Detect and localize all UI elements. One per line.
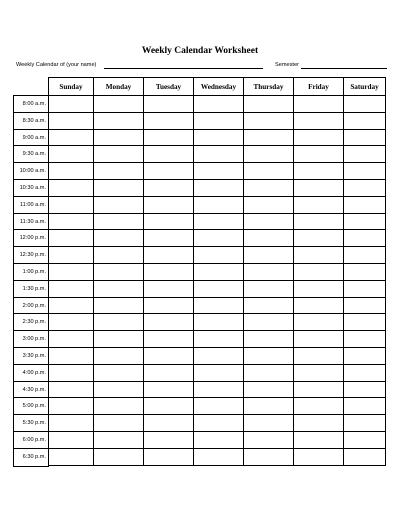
time-slot-row — [49, 364, 386, 381]
calendar-cell-wednesday[interactable] — [194, 398, 244, 415]
calendar-cell-thursday[interactable] — [244, 196, 294, 213]
calendar-cell-wednesday[interactable] — [194, 347, 244, 364]
calendar-cell-saturday[interactable] — [344, 280, 386, 297]
calendar-cell-saturday[interactable] — [344, 247, 386, 264]
calendar-cell-tuesday[interactable] — [144, 297, 194, 314]
calendar-cell-thursday[interactable] — [244, 179, 294, 196]
calendar-cell-saturday[interactable] — [344, 314, 386, 331]
calendar-cell-friday[interactable] — [294, 398, 344, 415]
calendar-cell-saturday[interactable] — [344, 398, 386, 415]
day-header-wednesday: Wednesday — [194, 78, 244, 96]
calendar-cell-sunday[interactable] — [49, 364, 94, 381]
calendar-cell-sunday[interactable] — [49, 263, 94, 280]
calendar-cell-saturday[interactable] — [344, 297, 386, 314]
time-label: 3:30 p.m. — [14, 348, 49, 365]
calendar-cell-monday[interactable] — [94, 263, 144, 280]
calendar-cell-wednesday[interactable] — [194, 381, 244, 398]
calendar-cell-thursday[interactable] — [244, 146, 294, 163]
calendar-cell-tuesday[interactable] — [144, 213, 194, 230]
time-label: 8:00 a.m. — [14, 96, 49, 113]
calendar-cell-monday[interactable] — [94, 415, 144, 432]
calendar-cell-thursday[interactable] — [244, 230, 294, 247]
time-label: 11:00 a.m. — [14, 197, 49, 214]
time-slot-row — [49, 280, 386, 297]
time-label: 2:00 p.m. — [14, 298, 49, 315]
time-label: 6:00 p.m. — [14, 432, 49, 449]
calendar-cell-wednesday[interactable] — [194, 213, 244, 230]
calendar-cell-saturday[interactable] — [344, 415, 386, 432]
calendar-cell-friday[interactable] — [294, 331, 344, 348]
calendar-cell-monday[interactable] — [94, 179, 144, 196]
calendar-cell-friday[interactable] — [294, 448, 344, 465]
calendar-cell-saturday[interactable] — [344, 179, 386, 196]
calendar-body — [49, 96, 386, 466]
calendar-cell-monday[interactable] — [94, 314, 144, 331]
calendar-cell-saturday[interactable] — [344, 146, 386, 163]
calendar-cell-thursday[interactable] — [244, 381, 294, 398]
time-slot-row — [49, 247, 386, 264]
calendar-cell-thursday[interactable] — [244, 247, 294, 264]
time-slot-row — [49, 448, 386, 465]
calendar-cell-friday[interactable] — [294, 230, 344, 247]
calendar-cell-saturday[interactable] — [344, 163, 386, 180]
calendar-cell-sunday[interactable] — [49, 196, 94, 213]
calendar-cell-sunday[interactable] — [49, 415, 94, 432]
calendar-cell-wednesday[interactable] — [194, 297, 244, 314]
calendar-cell-tuesday[interactable] — [144, 129, 194, 146]
time-slot-row — [49, 230, 386, 247]
day-header-monday: Monday — [94, 78, 144, 96]
calendar-cell-saturday[interactable] — [344, 364, 386, 381]
calendar-cell-friday[interactable] — [294, 129, 344, 146]
calendar-cell-thursday[interactable] — [244, 364, 294, 381]
time-column — [13, 95, 49, 467]
calendar-cell-friday[interactable] — [294, 179, 344, 196]
calendar-cell-thursday[interactable] — [244, 263, 294, 280]
calendar-cell-thursday[interactable] — [244, 448, 294, 465]
calendar-cell-friday[interactable] — [294, 280, 344, 297]
day-header-saturday: Saturday — [344, 78, 386, 96]
calendar-cell-wednesday[interactable] — [194, 415, 244, 432]
calendar-cell-friday[interactable] — [294, 112, 344, 129]
day-header-friday: Friday — [294, 78, 344, 96]
weekly-calendar-label: Weekly Calendar of (your name) — [16, 62, 97, 68]
calendar-cell-thursday[interactable] — [244, 415, 294, 432]
calendar-cell-sunday[interactable] — [49, 247, 94, 264]
calendar-grid — [48, 77, 386, 466]
calendar-cell-sunday[interactable] — [49, 347, 94, 364]
calendar-cell-monday[interactable] — [94, 448, 144, 465]
calendar-cell-tuesday[interactable] — [144, 431, 194, 448]
calendar-cell-monday[interactable] — [94, 364, 144, 381]
calendar-cell-thursday[interactable] — [244, 280, 294, 297]
calendar-cell-sunday[interactable] — [49, 314, 94, 331]
calendar-cell-tuesday[interactable] — [144, 163, 194, 180]
calendar-cell-saturday[interactable] — [344, 263, 386, 280]
calendar-cell-thursday[interactable] — [244, 112, 294, 129]
calendar-cell-monday[interactable] — [94, 247, 144, 264]
time-slot-row — [49, 196, 386, 213]
calendar-cell-sunday[interactable] — [49, 96, 94, 113]
calendar-cell-sunday[interactable] — [49, 448, 94, 465]
calendar-cell-thursday[interactable] — [244, 163, 294, 180]
semester-fill-line[interactable] — [301, 68, 387, 69]
info-row — [16, 62, 388, 70]
calendar-cell-tuesday[interactable] — [144, 96, 194, 113]
time-slot-row — [49, 347, 386, 364]
time-label: 9:30 a.m. — [14, 146, 49, 163]
calendar-cell-sunday[interactable] — [49, 129, 94, 146]
calendar-cell-wednesday[interactable] — [194, 448, 244, 465]
calendar-cell-saturday[interactable] — [344, 331, 386, 348]
calendar-cell-wednesday[interactable] — [194, 163, 244, 180]
time-label: 1:30 p.m. — [14, 281, 49, 298]
time-slot-row — [49, 297, 386, 314]
calendar-cell-tuesday[interactable] — [144, 381, 194, 398]
calendar-cell-wednesday[interactable] — [194, 263, 244, 280]
time-slot-row — [49, 314, 386, 331]
calendar-cell-friday[interactable] — [294, 196, 344, 213]
calendar-cell-sunday[interactable] — [49, 179, 94, 196]
calendar-cell-tuesday[interactable] — [144, 448, 194, 465]
calendar-cell-friday[interactable] — [294, 381, 344, 398]
calendar-cell-friday[interactable] — [294, 96, 344, 113]
calendar-cell-monday[interactable] — [94, 112, 144, 129]
calendar-cell-friday[interactable] — [294, 297, 344, 314]
time-slot-row — [49, 112, 386, 129]
calendar-cell-friday[interactable] — [294, 263, 344, 280]
calendar-cell-thursday[interactable] — [244, 96, 294, 113]
calendar-cell-tuesday[interactable] — [144, 314, 194, 331]
calendar-cell-tuesday[interactable] — [144, 247, 194, 264]
calendar-cell-friday[interactable] — [294, 415, 344, 432]
calendar-cell-sunday[interactable] — [49, 398, 94, 415]
calendar-cell-monday[interactable] — [94, 146, 144, 163]
calendar-cell-sunday[interactable] — [49, 146, 94, 163]
calendar-cell-tuesday[interactable] — [144, 112, 194, 129]
calendar-cell-monday[interactable] — [94, 163, 144, 180]
calendar-cell-friday[interactable] — [294, 163, 344, 180]
time-slot-row — [49, 381, 386, 398]
calendar-cell-thursday[interactable] — [244, 331, 294, 348]
calendar-cell-friday[interactable] — [294, 213, 344, 230]
calendar-cell-wednesday[interactable] — [194, 230, 244, 247]
calendar-cell-wednesday[interactable] — [194, 364, 244, 381]
time-label: 3:00 p.m. — [14, 331, 49, 348]
time-slot-row — [49, 331, 386, 348]
calendar-cell-monday[interactable] — [94, 196, 144, 213]
calendar-cell-sunday[interactable] — [49, 331, 94, 348]
calendar-cell-friday[interactable] — [294, 431, 344, 448]
time-slot-row — [49, 431, 386, 448]
calendar-cell-friday[interactable] — [294, 314, 344, 331]
time-label: 2:30 p.m. — [14, 314, 49, 331]
calendar-cell-tuesday[interactable] — [144, 398, 194, 415]
calendar-cell-tuesday[interactable] — [144, 364, 194, 381]
calendar-cell-saturday[interactable] — [344, 96, 386, 113]
calendar-cell-saturday[interactable] — [344, 431, 386, 448]
calendar-cell-wednesday[interactable] — [194, 280, 244, 297]
calendar-cell-tuesday[interactable] — [144, 146, 194, 163]
calendar-cell-monday[interactable] — [94, 230, 144, 247]
calendar-cell-monday[interactable] — [94, 331, 144, 348]
time-label: 12:00 p.m. — [14, 230, 49, 247]
calendar-cell-monday[interactable] — [94, 398, 144, 415]
calendar-cell-tuesday[interactable] — [144, 331, 194, 348]
time-label: 11:30 a.m. — [14, 214, 49, 231]
calendar-cell-monday[interactable] — [94, 213, 144, 230]
calendar-cell-sunday[interactable] — [49, 230, 94, 247]
calendar-cell-sunday[interactable] — [49, 431, 94, 448]
calendar-cell-saturday[interactable] — [344, 448, 386, 465]
calendar-cell-sunday[interactable] — [49, 297, 94, 314]
calendar-cell-tuesday[interactable] — [144, 196, 194, 213]
calendar-cell-wednesday[interactable] — [194, 247, 244, 264]
time-label: 10:00 a.m. — [14, 163, 49, 180]
calendar-cell-thursday[interactable] — [244, 297, 294, 314]
calendar-cell-saturday[interactable] — [344, 213, 386, 230]
calendar-cell-sunday[interactable] — [49, 280, 94, 297]
calendar-cell-saturday[interactable] — [344, 112, 386, 129]
calendar-cell-thursday[interactable] — [244, 431, 294, 448]
calendar-cell-tuesday[interactable] — [144, 179, 194, 196]
calendar-cell-wednesday[interactable] — [194, 196, 244, 213]
calendar-cell-tuesday[interactable] — [144, 230, 194, 247]
calendar-cell-tuesday[interactable] — [144, 415, 194, 432]
calendar-cell-saturday[interactable] — [344, 347, 386, 364]
time-label: 4:30 p.m. — [14, 382, 49, 399]
time-slot-row — [49, 415, 386, 432]
calendar-cell-thursday[interactable] — [244, 398, 294, 415]
calendar-cell-wednesday[interactable] — [194, 112, 244, 129]
calendar-cell-sunday[interactable] — [49, 163, 94, 180]
day-header-thursday: Thursday — [244, 78, 294, 96]
calendar-cell-sunday[interactable] — [49, 381, 94, 398]
time-label: 4:00 p.m. — [14, 365, 49, 382]
time-label: 12:30 p.m. — [14, 247, 49, 264]
calendar-cell-thursday[interactable] — [244, 314, 294, 331]
calendar-cell-monday[interactable] — [94, 96, 144, 113]
calendar-cell-saturday[interactable] — [344, 381, 386, 398]
calendar-cell-monday[interactable] — [94, 280, 144, 297]
calendar-cell-friday[interactable] — [294, 247, 344, 264]
calendar-cell-friday[interactable] — [294, 364, 344, 381]
calendar-cell-tuesday[interactable] — [144, 280, 194, 297]
calendar-cell-saturday[interactable] — [344, 230, 386, 247]
time-slot-row — [49, 129, 386, 146]
calendar-cell-friday[interactable] — [294, 347, 344, 364]
semester-label: Semester — [275, 62, 299, 68]
calendar-cell-thursday[interactable] — [244, 129, 294, 146]
day-header-row — [49, 78, 386, 96]
time-slot-row — [49, 179, 386, 196]
calendar-cell-tuesday[interactable] — [144, 263, 194, 280]
calendar-cell-wednesday[interactable] — [194, 129, 244, 146]
calendar-cell-sunday[interactable] — [49, 213, 94, 230]
time-slot-row — [49, 398, 386, 415]
day-header-tuesday: Tuesday — [144, 78, 194, 96]
time-label: 10:30 a.m. — [14, 180, 49, 197]
time-slot-row — [49, 146, 386, 163]
calendar-cell-monday[interactable] — [94, 129, 144, 146]
calendar-cell-wednesday[interactable] — [194, 431, 244, 448]
calendar-cell-wednesday[interactable] — [194, 314, 244, 331]
time-label: 9:00 a.m. — [14, 130, 49, 147]
calendar-cell-monday[interactable] — [94, 347, 144, 364]
calendar-cell-saturday[interactable] — [344, 196, 386, 213]
calendar-cell-monday[interactable] — [94, 431, 144, 448]
calendar-cell-friday[interactable] — [294, 146, 344, 163]
worksheet-title: Weekly Calendar Worksheet — [141, 46, 259, 56]
time-slot-row — [49, 96, 386, 113]
calendar-cell-wednesday[interactable] — [194, 146, 244, 163]
time-label: 5:30 p.m. — [14, 415, 49, 432]
calendar-cell-tuesday[interactable] — [144, 347, 194, 364]
calendar-cell-wednesday[interactable] — [194, 179, 244, 196]
calendar-cell-saturday[interactable] — [344, 129, 386, 146]
calendar-cell-wednesday[interactable] — [194, 331, 244, 348]
time-label: 6:30 p.m. — [22, 453, 46, 460]
calendar-cell-wednesday[interactable] — [194, 96, 244, 113]
calendar-cell-monday[interactable] — [94, 297, 144, 314]
calendar-cell-thursday[interactable] — [244, 213, 294, 230]
time-slot-row — [49, 263, 386, 280]
time-slot-row — [49, 213, 386, 230]
time-label: 1:00 p.m. — [14, 264, 49, 281]
time-label: 8:30 a.m. — [14, 113, 49, 130]
time-slot-row — [49, 163, 386, 180]
name-fill-line[interactable] — [104, 68, 263, 69]
calendar-cell-thursday[interactable] — [244, 347, 294, 364]
calendar-cell-sunday[interactable] — [49, 112, 94, 129]
time-label: 5:00 p.m. — [14, 398, 49, 415]
calendar-cell-monday[interactable] — [94, 381, 144, 398]
day-header-sunday: Sunday — [49, 78, 94, 96]
